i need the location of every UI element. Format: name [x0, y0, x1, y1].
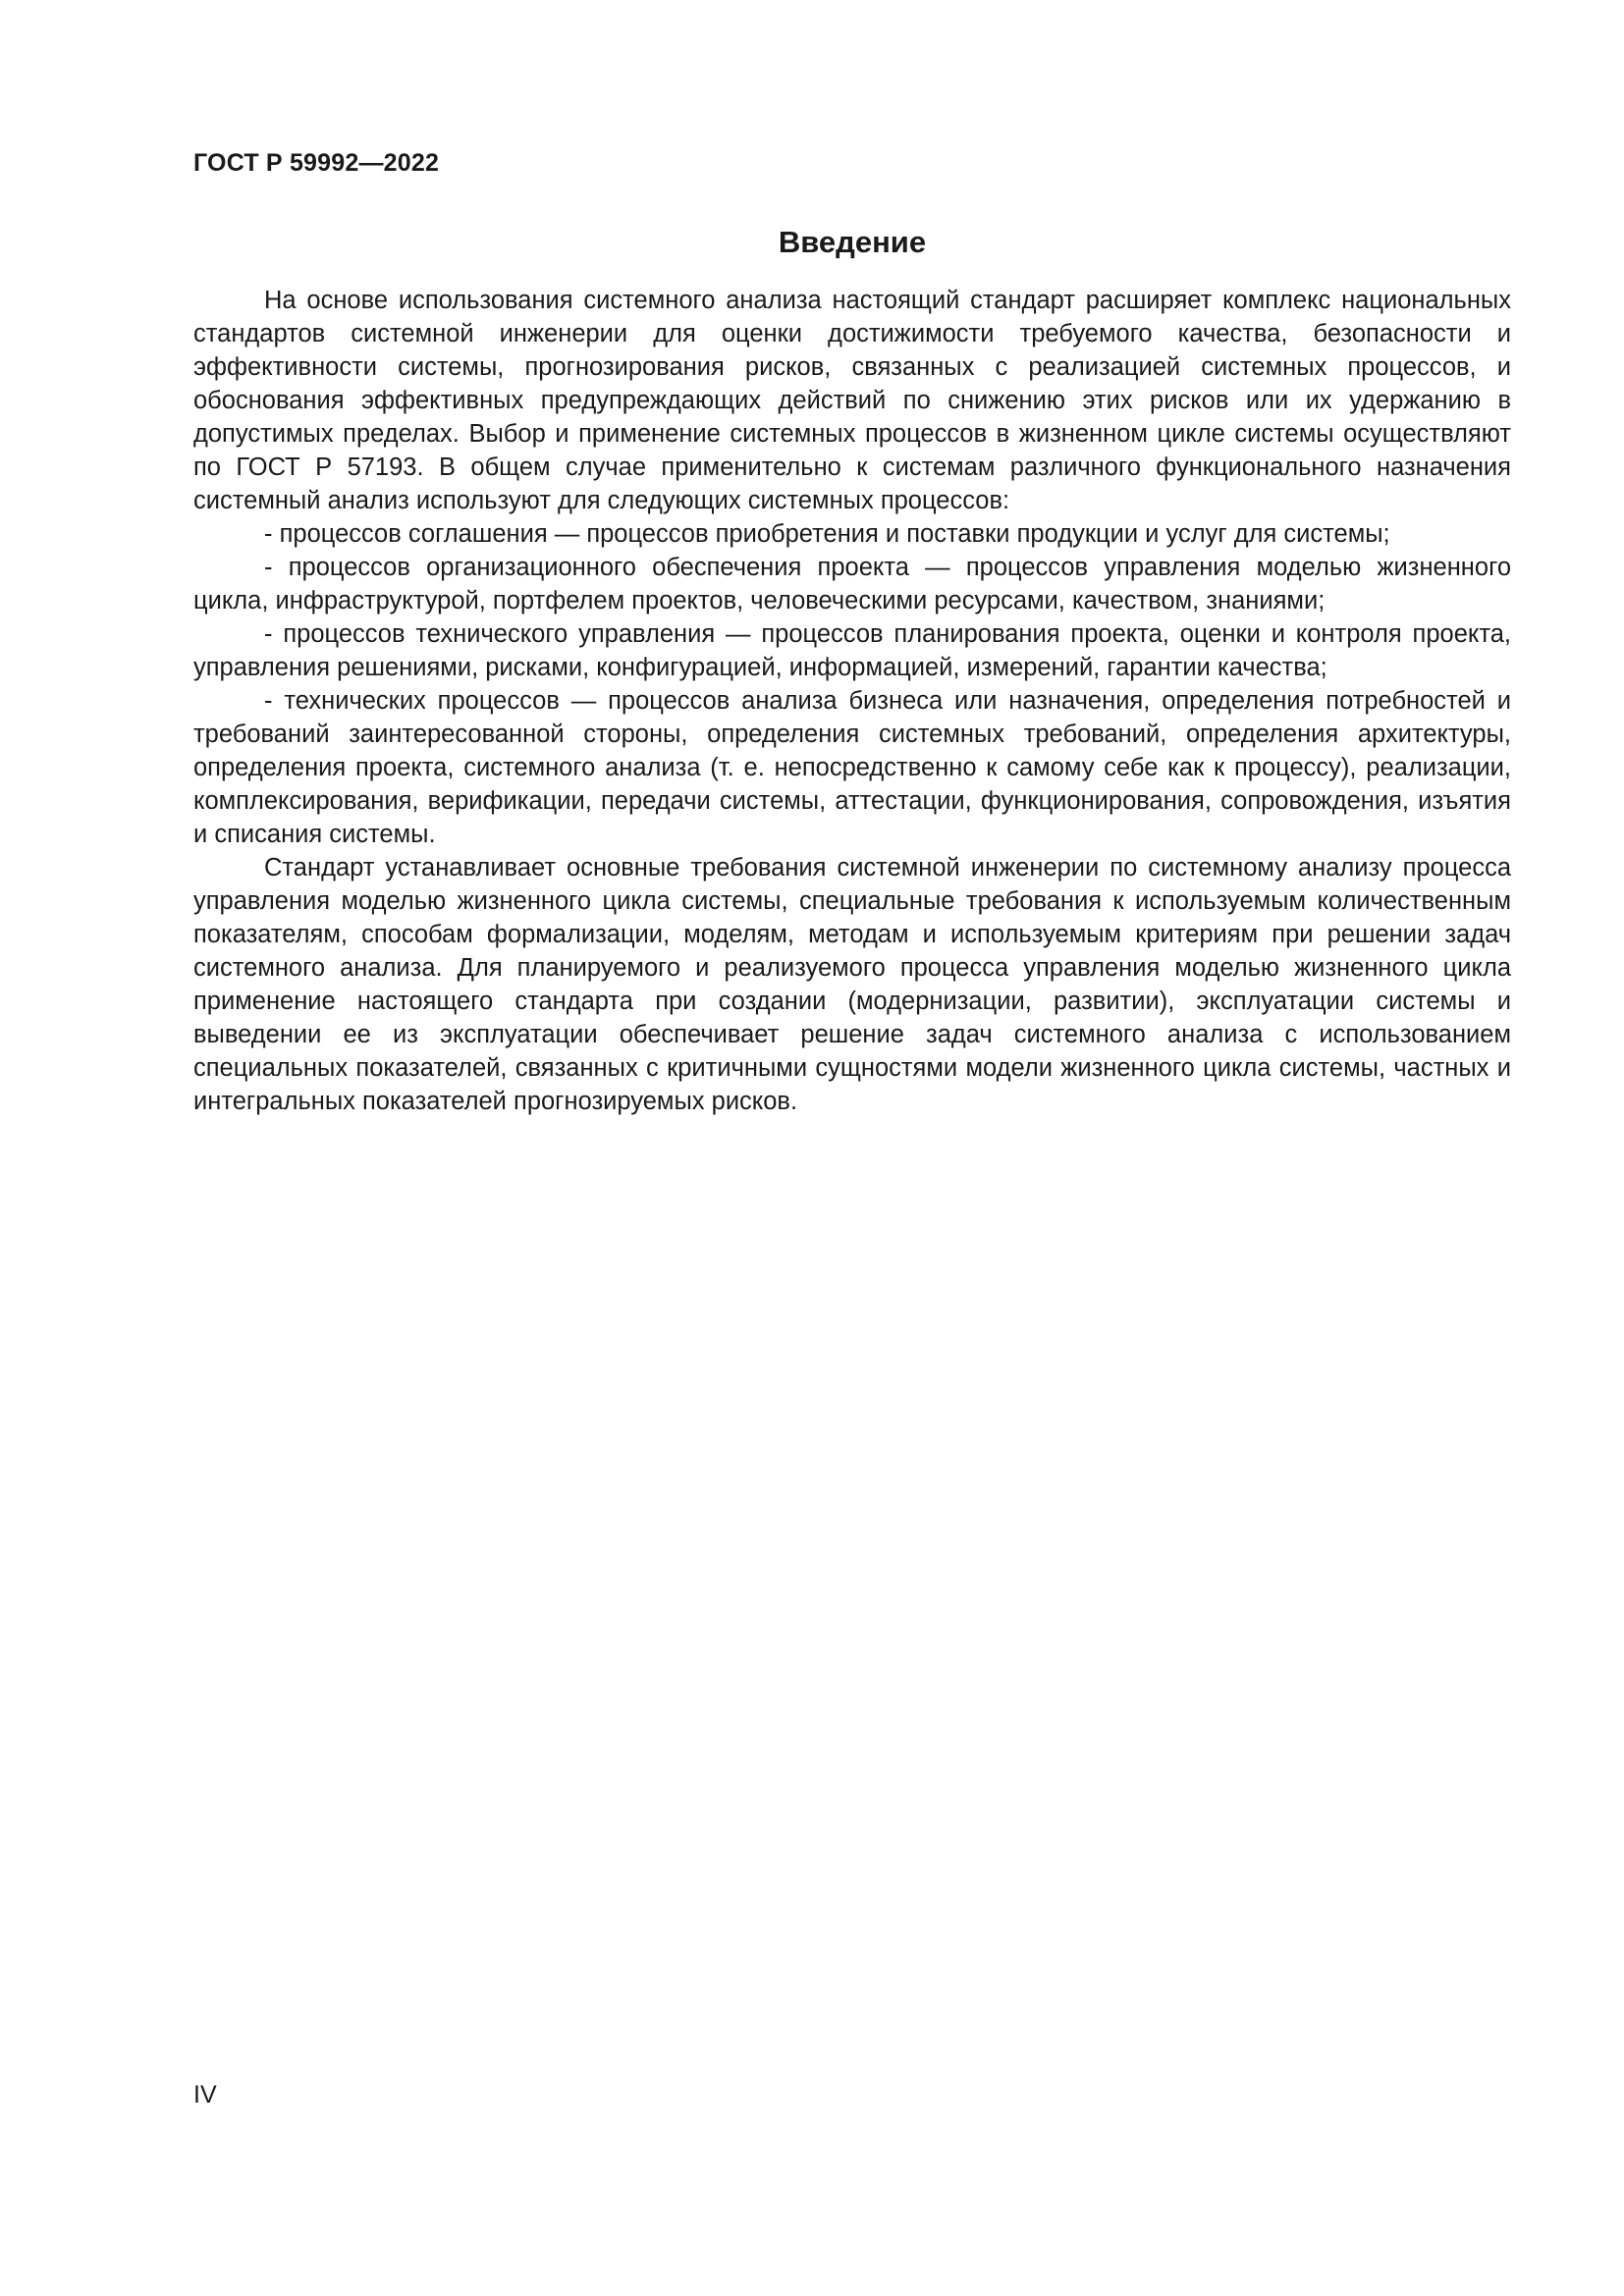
document-header: ГОСТ Р 59992—2022 — [193, 149, 440, 177]
list-item-agreement: - процессов соглашения — процессов приобретения и поставки продукции и услуг для системы; — [264, 520, 1390, 548]
page-number: IV — [193, 2081, 217, 2109]
body-text — [193, 284, 1511, 1118]
section-title: Введение — [778, 225, 927, 259]
paragraph-standard: Стандарт устанавливает основные требования системной инженерии по системному анализу процесса управления моделью жизненного цикла системы, специальные требования к используемым количественным показателям, способам формализации, моделям, методам и используемым критериям при решении задач системного анализа. Для планируемого и реализуемого процесса управления моделью жизненного цикла применение настоящего стандарта при создании (модернизации, развитии), эксплуатации системы и выведении ее из эксплуатации обеспечивает решение задач системного анализа с использованием специальных показателей, связанных с критичными сущностями модели жизненного цикла системы, частных и интегральных показателей прогнозируемых рисков. — [193, 854, 1511, 1115]
list-item-technical-management: - процессов технического управления — процессов планирования проекта, оценки и контроля проекта, управления решениями, рисками, конфигурацией, информацией, измерений, гарантии качества; — [193, 620, 1511, 681]
list-item-organizational: - процессов организационного обеспечения проекта — процессов управления моделью жизненного цикла, инфраструктурой, портфелем проектов, человеческими ресурсами, качеством, знаниями; — [193, 554, 1511, 614]
list-item-technical: - технических процессов — процессов анализа бизнеса или назначения, определения потребностей и требований заинтересованной стороны, определения системных требований, определения архитектуры, определения проекта, системного анализа (т. е. непосредственно к самому себе как к процессу), реализации, комплексирования, верификации, передачи системы, аттестации, функционирования, сопровождения, изъятия и списания системы. — [193, 687, 1511, 848]
paragraph-intro: На основе использования системного анализа настоящий стандарт расширяет комплекс национальных стандартов системной инженерии для оценки достижимости требуемого качества, безопасности и эффективности системы, прогнозирования рисков, связанных с реализацией системных процессов, и обоснования эффективных предупреждающих действий по снижению этих рисков или их удержанию в допустимых пределах. Выбор и применение системных процессов в жизненном цикле системы осуществляют по ГОСТ Р 57193. В общем случае применительно к системам различного функционального назначения системный анализ используют для следующих системных процессов: — [193, 287, 1511, 514]
